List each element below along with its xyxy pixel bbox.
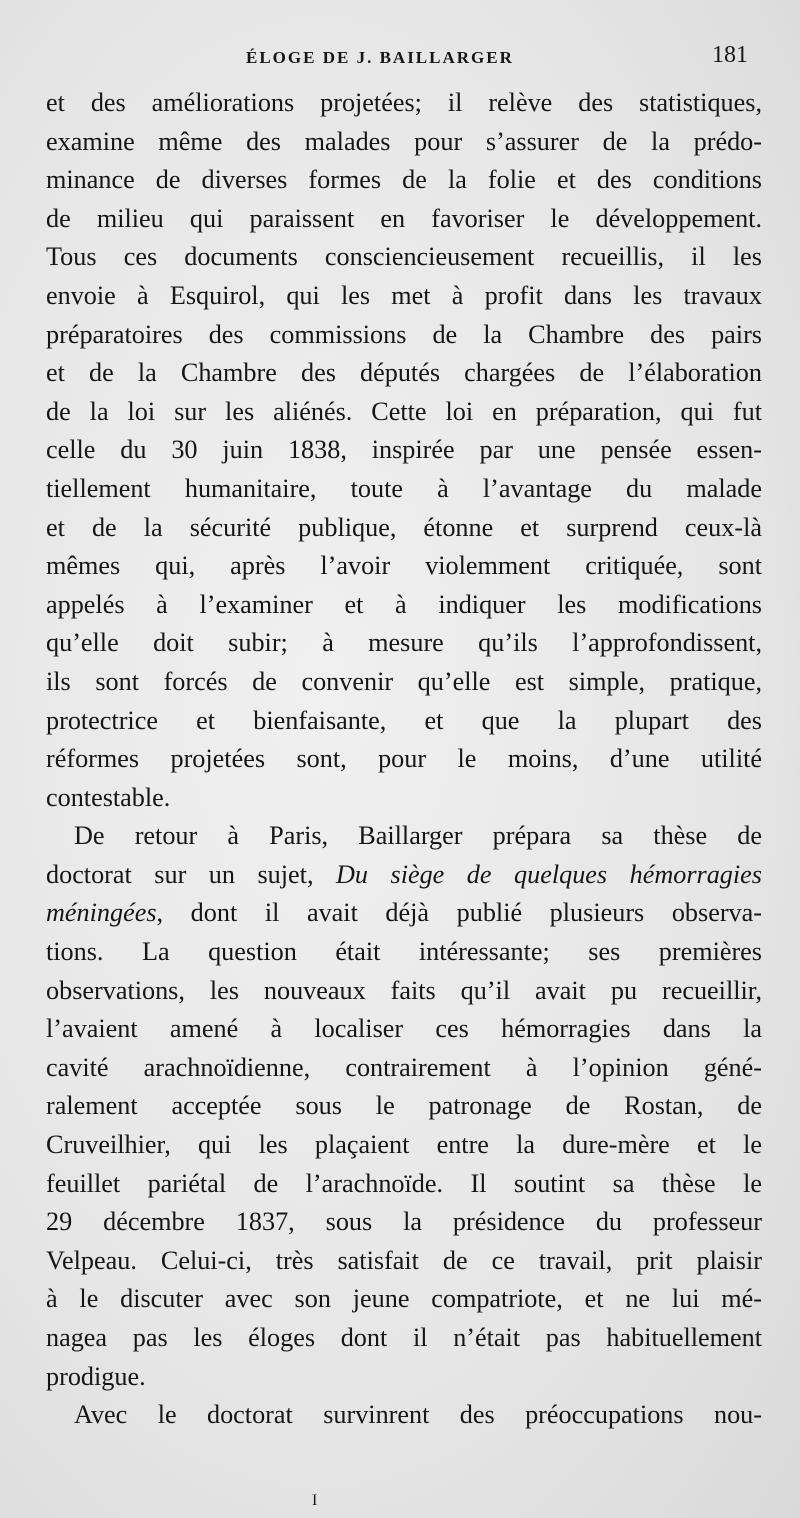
italic-book-title: Du siège de quelques hémorragies: [336, 859, 762, 889]
text-line: de milieu qui paraissent en favoriser le développement.: [46, 203, 762, 233]
signature-mark: I: [312, 1492, 318, 1509]
text-line: Cruveilhier, qui les plaçaient entre la dure-mère et le: [46, 1130, 762, 1160]
text-line: mêmes qui, après l’avoir violemment critiquée, sont: [46, 551, 762, 581]
italic-book-title-end: méningées: [46, 898, 157, 928]
text-line: minance de diverses formes de la folie et des conditions: [46, 165, 762, 195]
running-title: ÉLOGE DE J. BAILLARGER: [246, 48, 514, 67]
text-line: celle du 30 juin 1838, inspirée par une pensée essen-: [46, 435, 762, 465]
text-line: Avec le doctorat survinrent des préoccupations nou-: [74, 1400, 762, 1430]
text-line: ralement acceptée sous le patronage de Rostan, de: [46, 1091, 762, 1121]
text-line: examine même des malades pour s’assurer de la prédo-: [46, 126, 762, 156]
text-line-with-title: [46, 856, 762, 895]
text-line: protectrice et bienfaisante, et que la plupart des: [46, 705, 762, 735]
text-line: appelés à l’examiner et à indiquer les modifications: [46, 589, 762, 619]
text-line: envoie à Esquirol, qui les met à profit dans les travaux: [46, 280, 762, 310]
text-line: à le discuter avec son jeune compatriote, et ne lui mé-: [46, 1284, 762, 1314]
text-line: réformes projetées sont, pour le moins, d’une utilité: [46, 744, 762, 774]
text-fragment: doctorat sur un sujet,: [46, 859, 336, 889]
text-line: 29 décembre 1837, sous la présidence du professeur: [46, 1207, 762, 1237]
text-line: tiellement humanitaire, toute à l’avantage du malade: [46, 473, 762, 503]
text-line: et des améliorations projetées; il relève des statistiques,: [46, 88, 762, 117]
text-line: qu’elle doit subir; à mesure qu’ils l’approfondissent,: [46, 628, 762, 658]
text-line: contestable.: [46, 782, 171, 812]
text-line: prodigue.: [46, 1361, 146, 1391]
text-line: Tous ces documents consciencieusement recueillis, il les: [46, 242, 762, 272]
text-line: l’avaient amené à localiser ces hémorragies dans la: [46, 1014, 762, 1044]
text-line: Velpeau. Celui-ci, très satisfait de ce travail, prit plaisir: [46, 1245, 762, 1275]
running-head: [46, 42, 758, 78]
text-line: cavité arachnoïdienne, contrairement à l’opinion géné-: [46, 1052, 762, 1082]
text-line: nagea pas les éloges dont il n’était pas habituellement: [46, 1323, 762, 1352]
page-number: 181: [712, 42, 748, 68]
text-line: et de la Chambre des députés chargées de l’élaboration: [46, 358, 762, 388]
text-line-with-title: [46, 894, 762, 933]
text-line: De retour à Paris, Baillarger prépara sa thèse de: [74, 821, 762, 851]
text-line: feuillet pariétal de l’arachnoïde. Il soutint sa thèse le: [46, 1168, 762, 1198]
text-line: observations, les nouveaux faits qu’il avait pu recueillir,: [46, 975, 762, 1005]
text-line: ils sont forcés de convenir qu’elle est simple, pratique,: [46, 666, 762, 696]
text-fragment: , dont il avait déjà publié plusieurs observa-: [156, 898, 762, 928]
text-line: tions. La question était intéressante; ses premières: [46, 937, 762, 967]
text-line: et de la sécurité publique, étonne et surprend ceux-là: [46, 512, 762, 542]
text-line: de la loi sur les aliénés. Cette loi en préparation, qui fut: [46, 396, 762, 426]
body-text: [46, 84, 762, 1435]
text-line: préparatoires des commissions de la Chambre des pairs: [46, 319, 762, 349]
